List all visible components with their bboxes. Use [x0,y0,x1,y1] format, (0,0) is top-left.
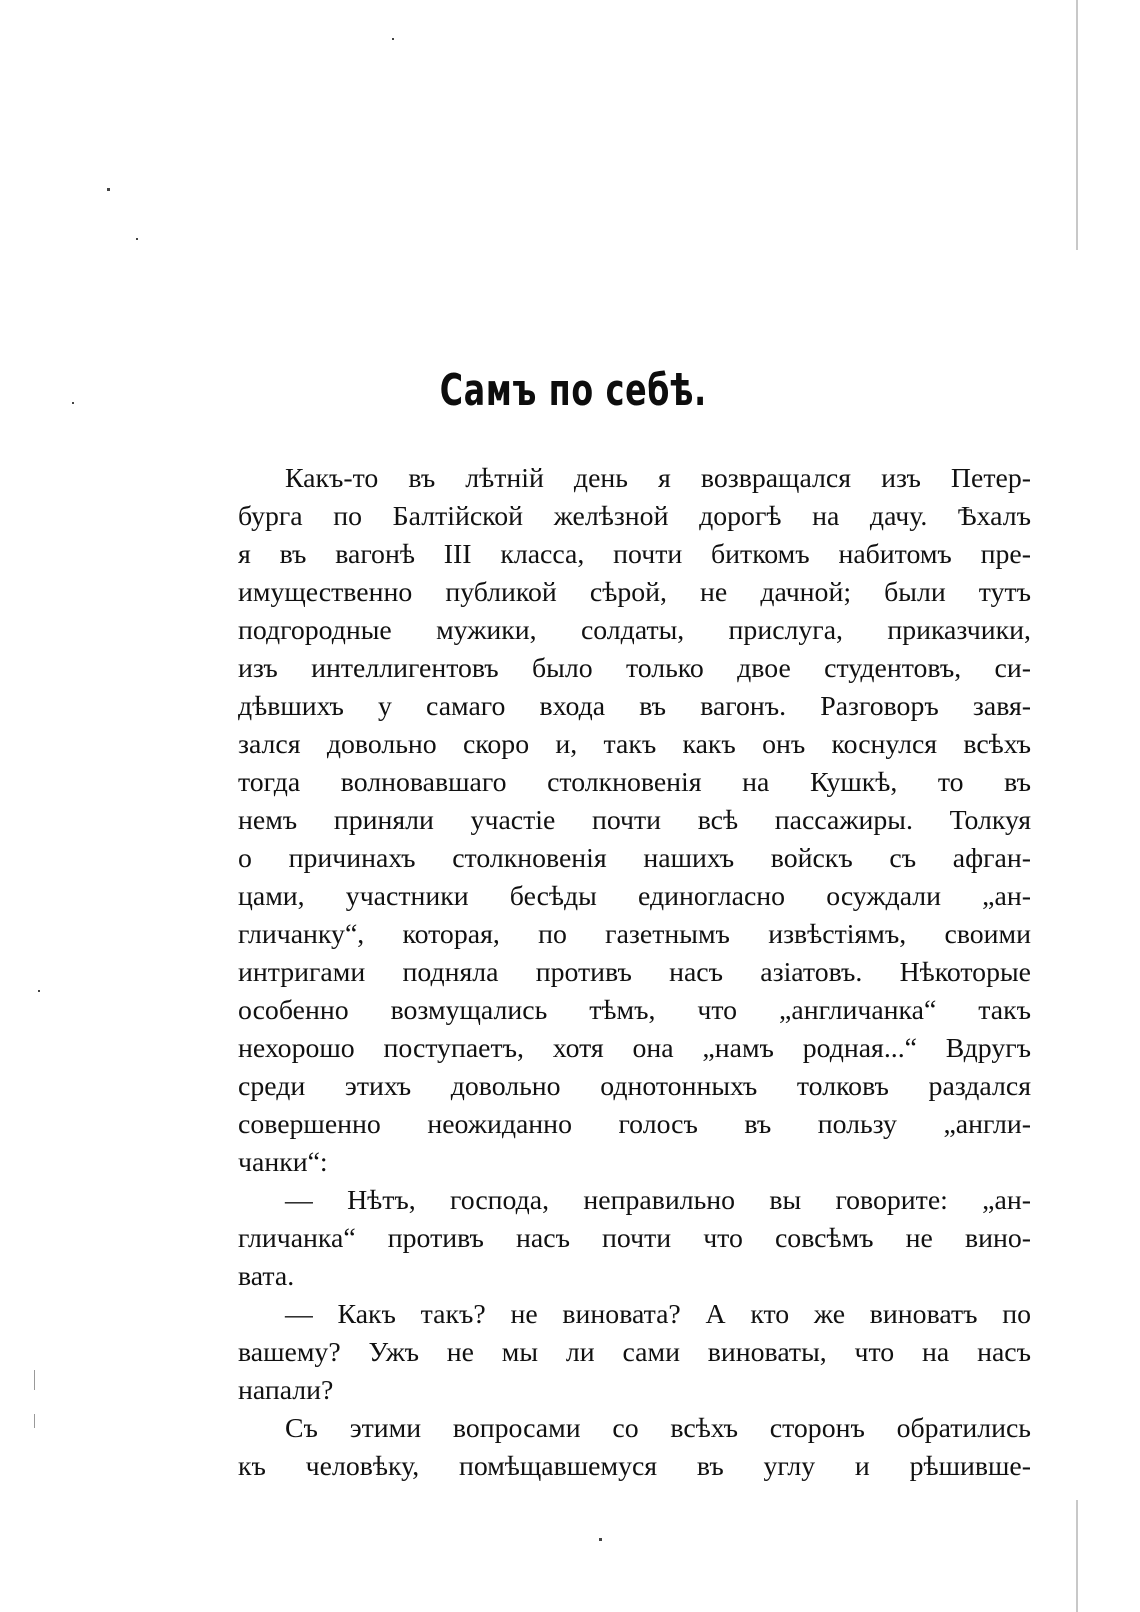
text-line: имущественно публикой сѣрой, не дачной; были тутъ [238,577,1031,608]
text-line: напали? [238,1375,334,1406]
text-line: бурга по Балтійской желѣзной дорогѣ на дачу. Ѣхалъ [238,501,1031,532]
scan-speck [599,1538,602,1541]
text-line: — Какъ такъ? не виновата? А кто же виноватъ по [285,1299,1031,1330]
text-line: совершенно неожиданно голосъ въ пользу „англи- [238,1109,1031,1140]
text-line: — Нѣтъ, господа, неправильно вы говорите: „ан- [285,1185,1031,1216]
text-line: гличанка“ противъ насъ почти что совсѣмъ не вино- [238,1223,1031,1254]
text-line: изъ интеллигентовъ было только двое студентовъ, си- [238,653,1031,684]
scan-speck [34,1370,35,1390]
text-line: среди этихъ довольно однотонныхъ толковъ раздался [238,1071,1031,1102]
text-line: интригами подняла противъ насъ азіатовъ. Нѣкоторые [238,957,1031,988]
chapter-title: Самъ по себѣ. [439,365,707,416]
scan-speck [136,238,138,240]
scan-speck [107,188,110,191]
text-line: гличанку“, которая, по газетнымъ извѣстіямъ, своими [238,919,1031,950]
text-line: немъ приняли участіе почти всѣ пассажиры. Толкуя [238,805,1031,836]
text-line: Какъ-то въ лѣтній день я возвращался изъ Петер- [285,463,1031,494]
text-line: вашему? Ужъ не мы ли сами виноваты, что на насъ [238,1337,1031,1368]
text-line: подгородные мужики, солдаты, прислуга, приказчики, [238,615,1031,646]
body-text [238,460,1031,1486]
text-line: нехорошо поступаетъ, хотя она „намъ родная...“ Вдругъ [238,1033,1031,1064]
text-line: къ человѣку, помѣщавшемуся въ углу и рѣшивше- [238,1451,1031,1482]
scan-speck [34,1414,35,1428]
scan-speck [38,990,40,992]
text-line: чанки“: [238,1147,328,1178]
text-line: Съ этими вопросами со всѣхъ сторонъ обратились [285,1413,1031,1444]
text-line: я въ вагонѣ III класса, почти биткомъ набитомъ пре- [238,539,1031,570]
text-line: цами, участники бесѣды единогласно осуждали „ан- [238,881,1031,912]
scan-speck [392,38,394,40]
text-line: особенно возмущались тѣмъ, что „англичанка“ такъ [238,995,1031,1026]
text-line: тогда волновавшаго столкновенія на Кушкѣ, то въ [238,767,1031,798]
scan-speck [72,402,74,404]
text-line: вата. [238,1261,295,1292]
page-edge-line [1076,1500,1078,1612]
text-line: дѣвшихъ у самаго входа въ вагонъ. Разговоръ завя- [238,691,1031,722]
text-line: зался довольно скоро и, такъ какъ онъ коснулся всѣхъ [238,729,1031,760]
text-line: о причинахъ столкновенія нашихъ войскъ съ афган- [238,843,1031,874]
page-edge-line [1076,0,1078,250]
